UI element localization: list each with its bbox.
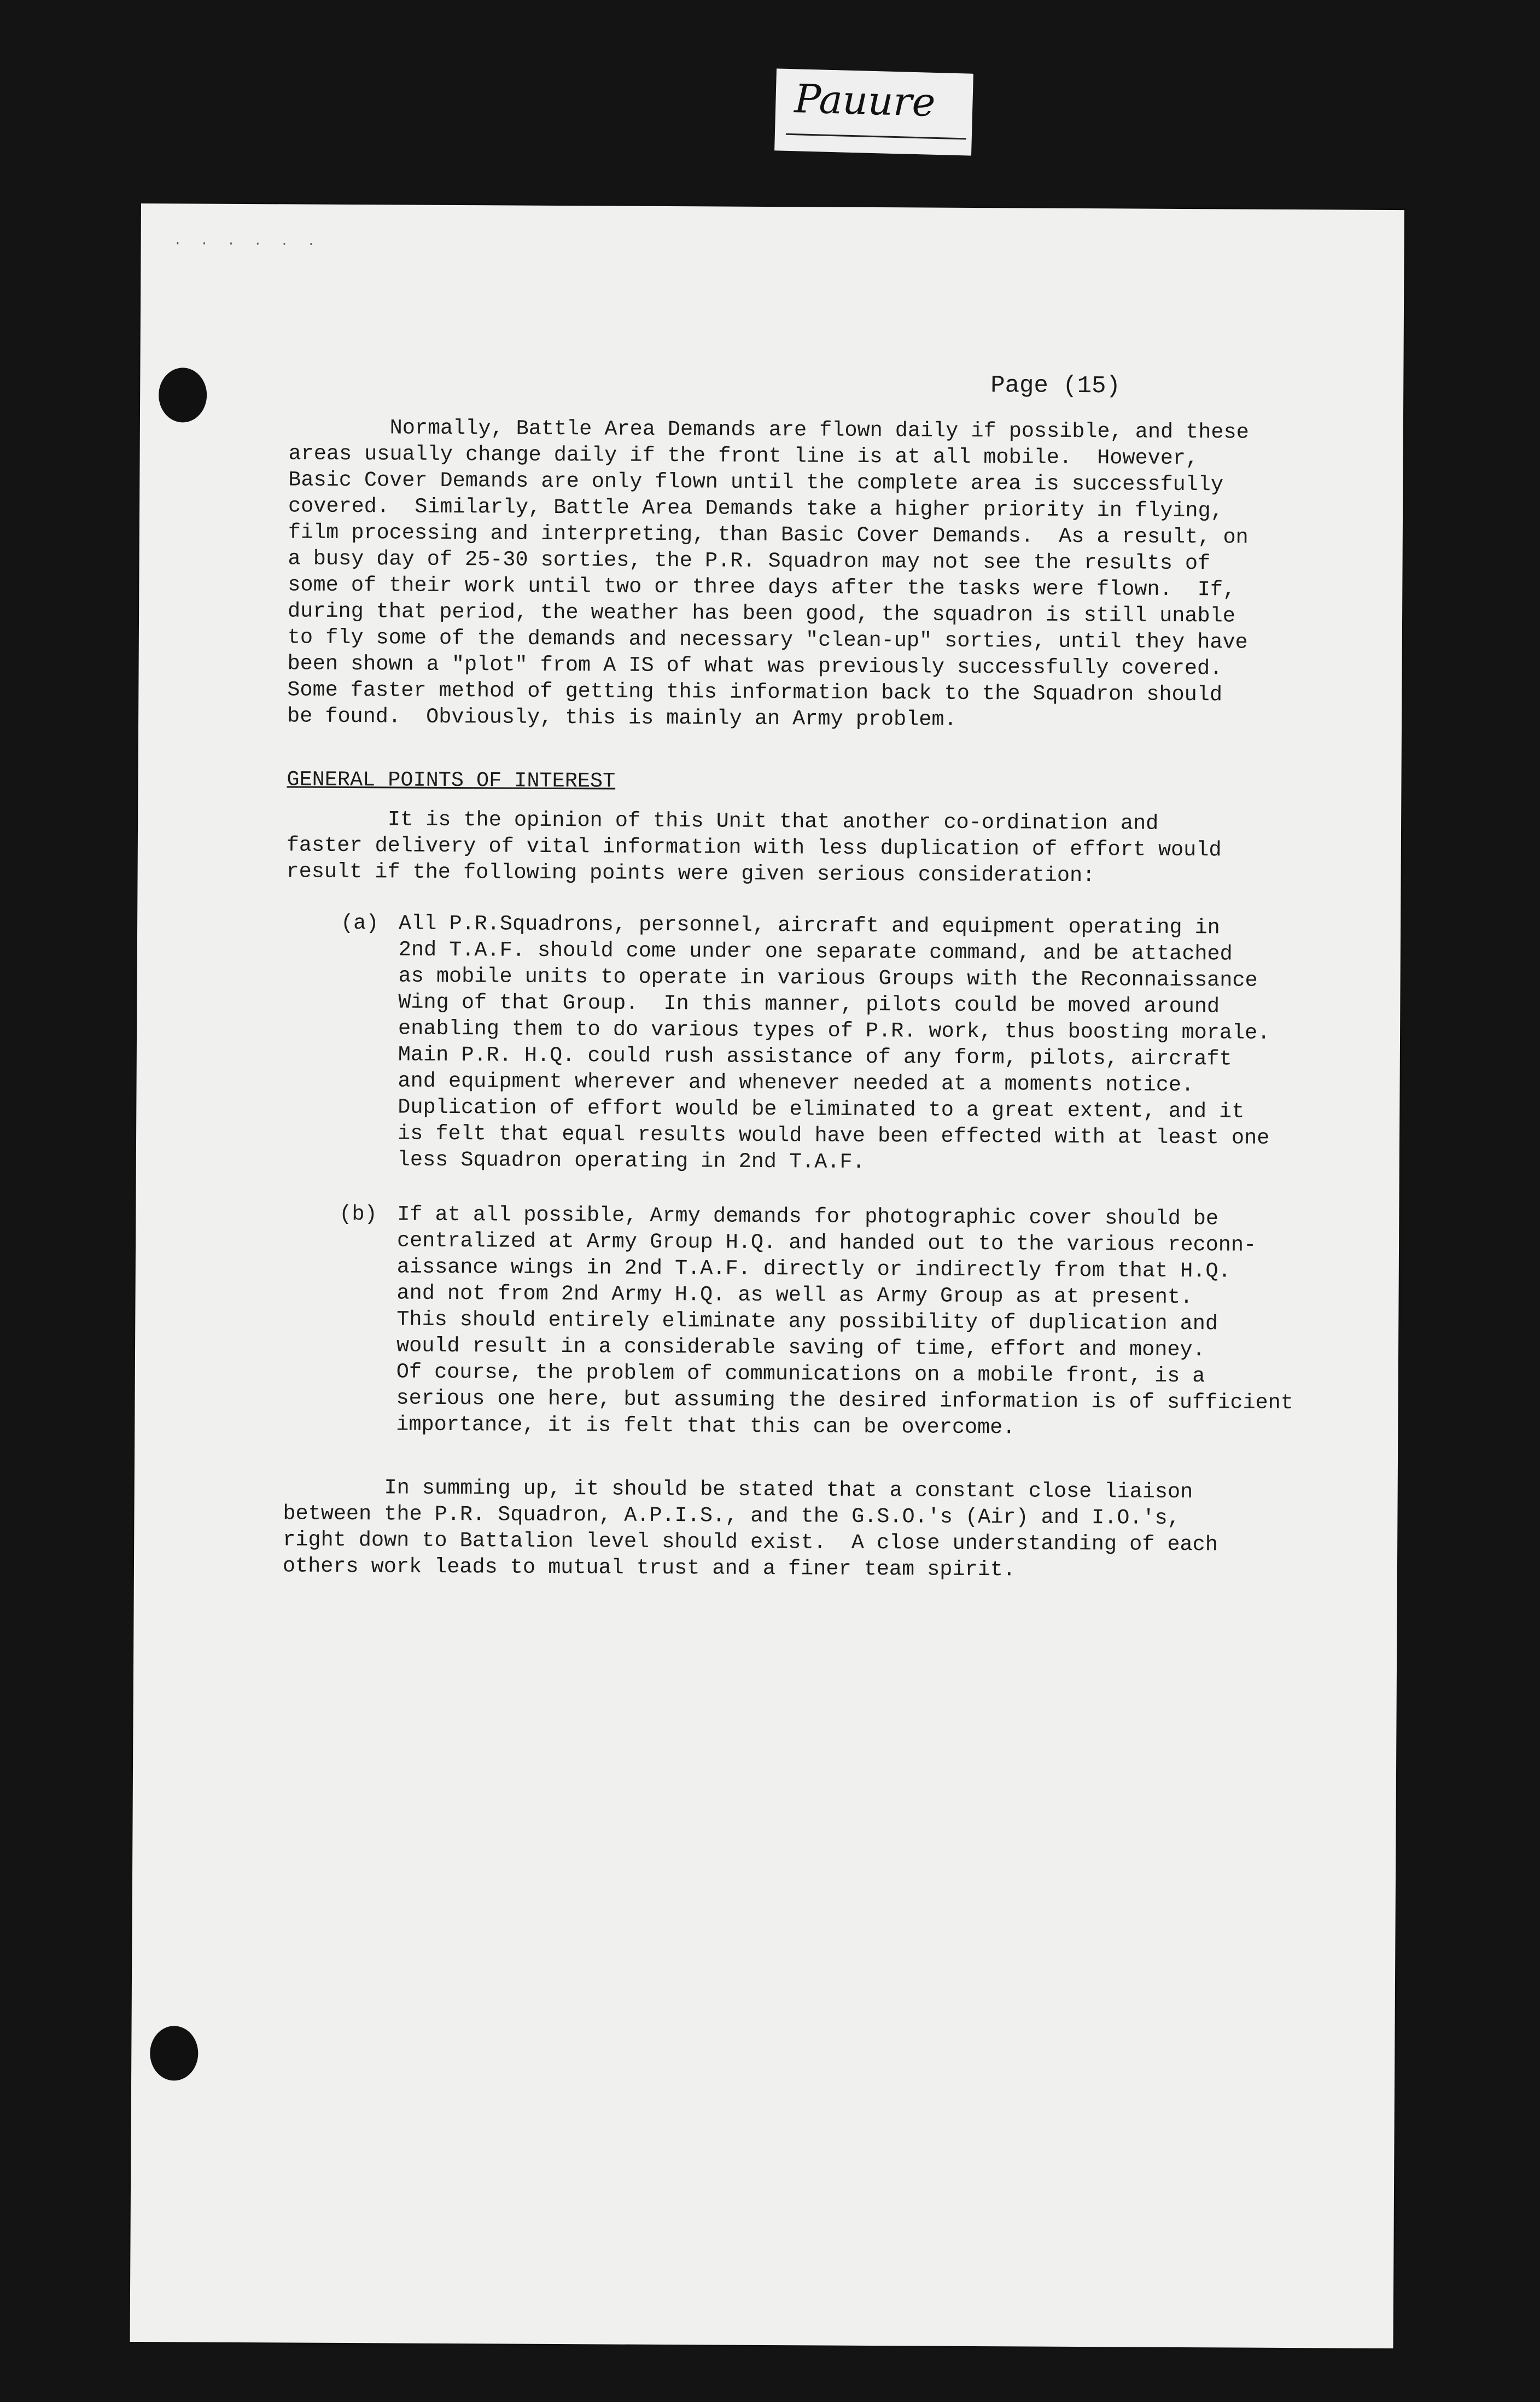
point-b-text: If at all possible, Army demands for photographic cover should be centralized at Army Group H.Q. and handed out to the various reconn- aissance wings in 2nd T.A.F. directly or indirectly from that H.Q. and not from 2nd Army H.Q. as well as Army Group as at present. This should entirely eliminate any possibility of duplication and would result in a considerable saving of time, effort and money. Of course, the problem of communications on a mobile front, is a serious one here, but assuming the desired information is of sufficient importance, it is felt that this can be overcome. — [396, 1202, 1294, 1440]
document-sheet — [130, 203, 1404, 2348]
paragraph-opinion: It is the opinion of this Unit that another co-ordination and faster delivery of vital information with less duplication of effort would result if the following points were given serious consideration: — [286, 807, 1222, 888]
page-number: Page (15) — [990, 372, 1121, 400]
paragraph-summing-up: In summing up, it should be stated that a constant close liaison between the P.R. Squadron, A.P.I.S., and the G.S.O.'s (Air) and I.O.'s, right down to Battalion level should exist. A close understanding of each others work leads to mutual trust and a finer team spirit. — [282, 1475, 1218, 1582]
point-a-marker: (a) — [340, 911, 379, 936]
punch-hole-bottom — [150, 2026, 199, 2080]
archive-tag — [774, 68, 973, 155]
punch-hole-top — [159, 368, 207, 422]
paragraph-battle-area-demands: Normally, Battle Area Demands are flown daily if possible, and these areas usually change daily if the front line is at all mobile. However, Basic Cover Demands are only flown until the complete area is successfully covered. Similarly, Battle Area Demands take a higher priority in flying, film processing and interpreting, than Basic Cover Demands. As a result, on a busy day of 25-30 sorties, the P.R. Squadron may not see the results of some of their work until two or three days after the tasks were flown. If, during that period, the weather has been good, the squadron is still unable to fly some of the demands and necessary "clean-up" sorties, until they have been shown a "plot" from A IS of what was previously successfully covered. Some faster method of getting this information back to the Squadron should be found. Obviously, this is mainly an Army problem. — [287, 415, 1249, 732]
archive-tag-underline — [786, 133, 966, 140]
point-b-marker: (b) — [339, 1202, 377, 1227]
point-a-text: All P.R.Squadrons, personnel, aircraft and equipment operating in 2nd T.A.F. should come under one separate command, and be attached as mobile units to operate in various Groups with the Reconnaissance Wing of that Group. In this manner, pilots could be moved around enabling them to do various types of P.R. work, thus boosting morale. Main P.R. H.Q. could rush assistance of any form, pilots, aircraft and equipment wherever and whenever needed at a moments notice. Duplication of effort would be eliminated to a great extent, and it is felt that equal results would have been effected with at least one less Squadron operating in 2nd T.A.F. — [397, 911, 1270, 1174]
archive-tag-label: Pauure — [794, 75, 936, 125]
paper-specks: · · · · · · — [173, 236, 321, 252]
section-heading: GENERAL POINTS OF INTEREST — [287, 767, 616, 794]
